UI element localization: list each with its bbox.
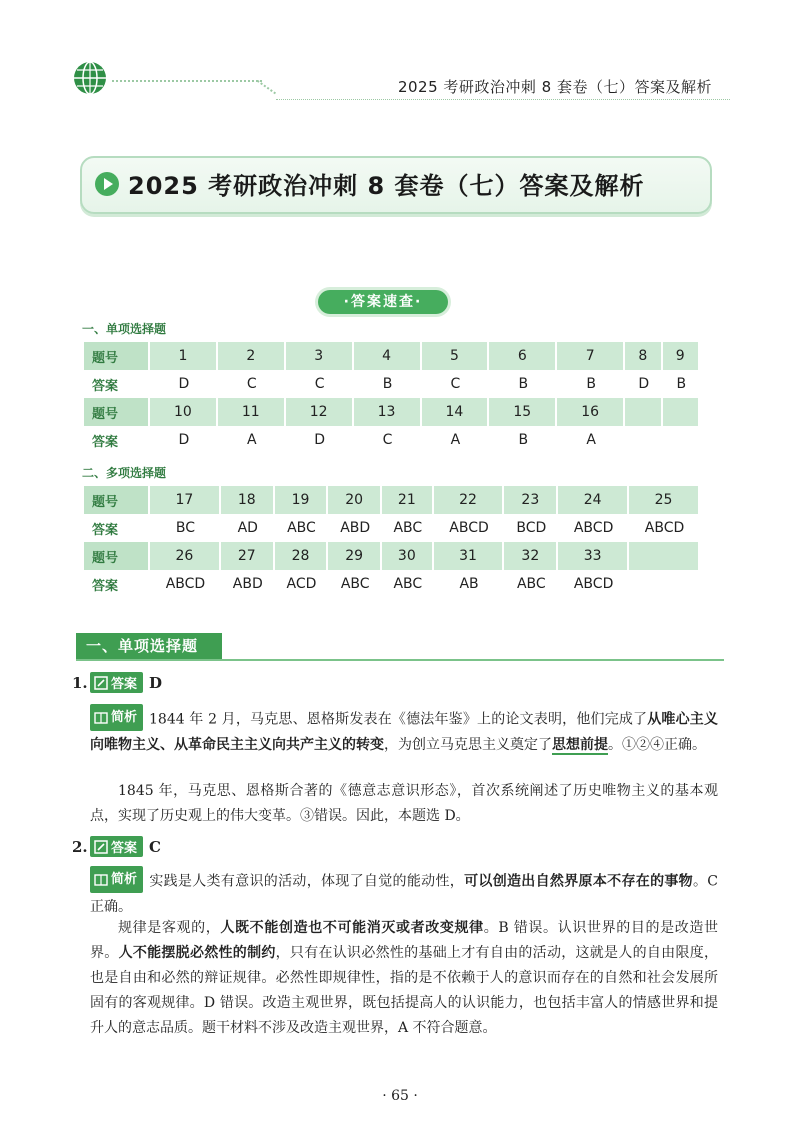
question-answer: D bbox=[149, 673, 163, 692]
answer-key-pill: ·答案速查· bbox=[318, 290, 448, 314]
row-label: 答案 bbox=[92, 578, 119, 594]
question-1-answer-line bbox=[72, 672, 162, 693]
question-number: 15 bbox=[489, 398, 557, 426]
text-span: ，只有在认识必然性的基础上才有自由的活动，这就是人的自由限度，也是自由和必然的辩证规律。必然性即规律性，指的是不依赖于人的意识而存在的自然和社会发展所固有的客观规律。D 错误。改造主观世界，既包括提高人的认识能力，也包括丰富人的情感世界和提升人的意志品质。题干材料不涉及改造主观世界，A 不符合题意。 bbox=[90, 945, 719, 1036]
single-choice-answer-table bbox=[84, 342, 700, 454]
emphasis-text: 人不能摆脱必然性的制约 bbox=[118, 945, 276, 961]
answer-tag-label: 答案 bbox=[111, 677, 138, 692]
answer-cell: ABC bbox=[393, 520, 423, 536]
pencil-icon bbox=[94, 840, 108, 854]
analysis-tag-label: 简析 bbox=[111, 872, 138, 887]
emphasis-text: 人既不能创造也不可能消灭或者改变规律 bbox=[220, 920, 484, 936]
question-number: 21 bbox=[382, 486, 434, 514]
header-dotted-underline bbox=[276, 99, 730, 100]
answer-cell: BC bbox=[175, 520, 195, 536]
question-2-answer-line bbox=[72, 836, 161, 857]
answer-cell: ABD bbox=[232, 576, 263, 592]
question-answer: C bbox=[149, 837, 161, 856]
answer-cell: A bbox=[450, 432, 461, 448]
question-number: 10 bbox=[150, 398, 218, 426]
question-number-row bbox=[84, 398, 700, 426]
question-number-row bbox=[84, 342, 700, 370]
pencil-icon bbox=[94, 676, 108, 690]
question-number: 12 bbox=[286, 398, 354, 426]
page-number: · 65 · bbox=[382, 1088, 418, 1104]
analysis-tag-label: 简析 bbox=[111, 710, 138, 725]
answer-cell: D bbox=[178, 432, 190, 448]
answer-cell: ABC bbox=[516, 576, 546, 592]
text-span: 规律是客观的， bbox=[118, 920, 221, 936]
answer-cell: ACD bbox=[286, 576, 317, 592]
answer-tag bbox=[90, 836, 143, 857]
question-number: 25 bbox=[629, 486, 700, 514]
answer-cell: D bbox=[178, 376, 190, 392]
question-number: 4 bbox=[354, 342, 422, 370]
answer-cell: D bbox=[638, 376, 650, 392]
text-span: 。①②④正确。 bbox=[608, 736, 706, 753]
question-number: 8 bbox=[625, 342, 662, 370]
answer-cell: C bbox=[246, 376, 257, 392]
answer-tag bbox=[90, 672, 143, 693]
answer-cell: ABC bbox=[393, 576, 423, 592]
multi-choice-label: 二、多项选择题 bbox=[82, 466, 167, 480]
answer-cell: C bbox=[450, 376, 461, 392]
question-number: 29 bbox=[328, 542, 382, 570]
answer-cell: B bbox=[382, 376, 393, 392]
answer-tag-label: 答案 bbox=[111, 841, 138, 856]
text-span: 1844 年 2 月，马克思、恩格斯发表在《德法年鉴》上的论文表明，他们完成了 bbox=[149, 711, 648, 728]
answer-cell bbox=[625, 426, 662, 454]
question-number: 5 bbox=[422, 342, 490, 370]
answer-row bbox=[84, 570, 700, 598]
analysis-tag bbox=[90, 866, 143, 893]
running-header-title: 2025 考研政治冲刺 8 套卷（七）答案及解析 bbox=[397, 78, 712, 96]
row-label: 答案 bbox=[92, 378, 119, 394]
question-2-paragraph-2 bbox=[90, 916, 718, 1041]
answer-row bbox=[84, 426, 700, 454]
question-number: 2 bbox=[218, 342, 286, 370]
single-choice-label: 一、单项选择题 bbox=[82, 322, 167, 336]
question-number: 24 bbox=[558, 486, 629, 514]
row-label: 答案 bbox=[92, 434, 119, 450]
question-number: 23 bbox=[504, 486, 558, 514]
question-number bbox=[629, 542, 700, 570]
book-icon bbox=[94, 874, 108, 886]
question-number: 3 bbox=[286, 342, 354, 370]
question-number: 20 bbox=[328, 486, 382, 514]
row-label: 题号 bbox=[84, 542, 150, 570]
answer-cell: B bbox=[518, 432, 529, 448]
question-number: 17 bbox=[150, 486, 221, 514]
answer-cell: ABCD bbox=[165, 576, 206, 592]
play-arrow-icon bbox=[94, 171, 120, 197]
emphasis-text: 从唯心主义向唯物主义、从革命民主主义向共产主义的转变 bbox=[90, 711, 718, 753]
analysis-tag bbox=[90, 704, 143, 731]
question-number: 30 bbox=[382, 542, 434, 570]
answer-cell: ABD bbox=[340, 520, 371, 536]
question-number: 14 bbox=[422, 398, 490, 426]
question-number: 28 bbox=[275, 542, 329, 570]
answer-cell bbox=[663, 426, 700, 454]
emphasis-text: 可以创造出自然界原本不存在的事物 bbox=[464, 873, 693, 890]
answer-cell: B bbox=[676, 376, 687, 392]
question-1-analysis bbox=[90, 704, 718, 758]
row-label: 题号 bbox=[84, 486, 150, 514]
question-number: 11 bbox=[218, 398, 286, 426]
answer-cell: ABCD bbox=[449, 520, 489, 536]
question-number: 1 bbox=[150, 342, 218, 370]
question-number: 27 bbox=[221, 542, 275, 570]
question-number: 19 bbox=[275, 486, 329, 514]
answer-row bbox=[84, 370, 700, 398]
header-dotted-slant bbox=[257, 80, 276, 94]
question-number: 26 bbox=[150, 542, 221, 570]
text-span: 。B 错误。认识世界的目的是改造世界。 bbox=[90, 920, 719, 961]
row-label: 题号 bbox=[84, 342, 150, 370]
answer-cell: BCD bbox=[516, 520, 547, 536]
question-number: 33 bbox=[558, 542, 629, 570]
page-title: 2025 考研政治冲刺 8 套卷（七）答案及解析 bbox=[128, 172, 645, 200]
text-span: ，为创立马克思主义奠定了 bbox=[384, 736, 552, 753]
question-number bbox=[663, 398, 700, 426]
answer-cell bbox=[629, 570, 700, 598]
question-number: 16 bbox=[557, 398, 625, 426]
section-heading: 一、单项选择题 bbox=[76, 633, 222, 659]
answer-cell: ABC bbox=[340, 576, 370, 592]
text-span: 实践是人类有意识的活动，体现了自觉的能动性， bbox=[149, 873, 465, 890]
row-label: 答案 bbox=[92, 522, 119, 538]
book-icon bbox=[94, 712, 108, 724]
header-dotted-rule bbox=[112, 80, 262, 82]
question-number: 9 bbox=[663, 342, 700, 370]
question-number: 6 bbox=[489, 342, 557, 370]
question-number: 2. bbox=[72, 837, 88, 856]
question-number: 31 bbox=[434, 542, 505, 570]
answer-cell: A bbox=[247, 432, 257, 448]
row-label: 题号 bbox=[84, 398, 150, 426]
question-number: 32 bbox=[504, 542, 558, 570]
answer-cell: B bbox=[586, 376, 596, 392]
question-number: 22 bbox=[434, 486, 505, 514]
answer-row bbox=[84, 514, 700, 542]
answer-cell: ABCD bbox=[573, 520, 614, 536]
answer-cell: ABCD bbox=[644, 520, 685, 536]
section-rule bbox=[76, 659, 724, 661]
answer-cell: C bbox=[382, 432, 393, 448]
answer-cell: ABCD bbox=[573, 576, 614, 592]
question-number: 7 bbox=[557, 342, 625, 370]
question-1-paragraph-2: 1845 年，马克思、恩格斯合著的《德意志意识形态》，首次系统阐述了历史唯物主义的基本观点，实现了历史观上的伟大变革。③错误。因此，本题选 D。 bbox=[90, 783, 718, 824]
globe-logo-icon bbox=[72, 60, 108, 96]
question-number: 1. bbox=[72, 673, 88, 692]
answer-cell: AD bbox=[237, 520, 258, 536]
underlined-emphasis: 思想前提 bbox=[552, 736, 608, 753]
answer-cell: C bbox=[314, 376, 325, 392]
answer-cell: B bbox=[518, 376, 529, 392]
question-number bbox=[625, 398, 662, 426]
question-number: 18 bbox=[221, 486, 275, 514]
answer-cell: ABC bbox=[287, 520, 316, 536]
question-2-analysis bbox=[90, 866, 718, 920]
text-span: 。C 正确。 bbox=[90, 873, 719, 915]
question-number-row bbox=[84, 542, 700, 570]
answer-cell: D bbox=[314, 432, 326, 448]
question-number: 13 bbox=[354, 398, 422, 426]
answer-cell: A bbox=[586, 432, 596, 448]
answer-cell: AB bbox=[459, 576, 479, 592]
question-number-row bbox=[84, 486, 700, 514]
multi-choice-answer-table bbox=[84, 486, 700, 598]
